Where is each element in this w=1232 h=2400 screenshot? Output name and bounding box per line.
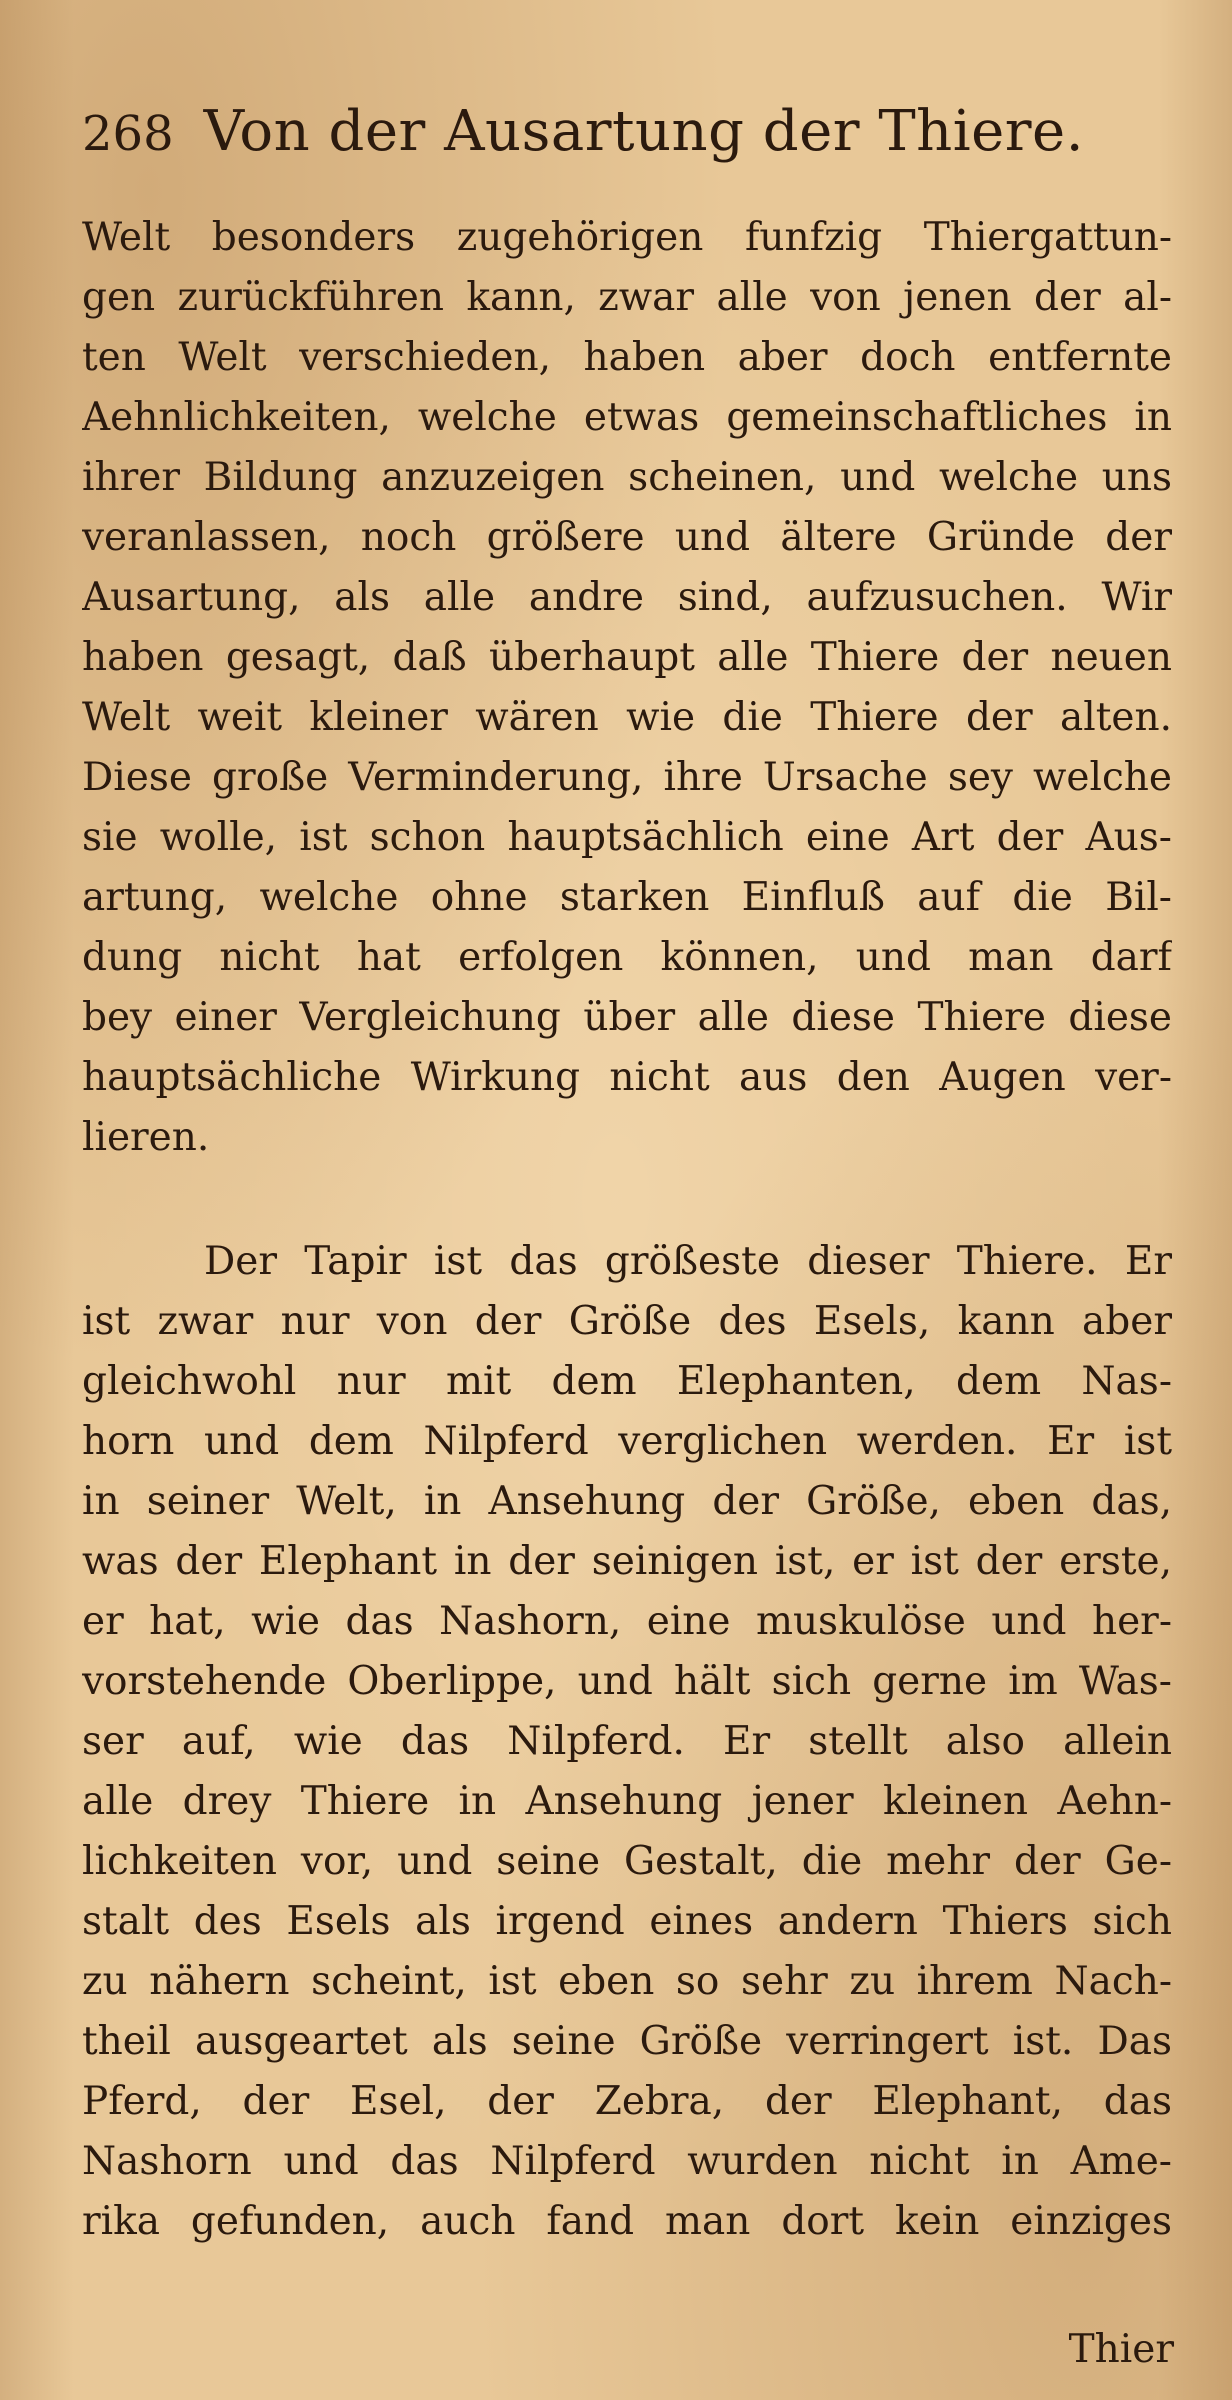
text-line: artung, welche ohne starken Einfluß auf die Bil- xyxy=(82,875,1172,920)
text-line: sie wolle, ist schon hauptsächlich eine Art der Aus- xyxy=(82,815,1172,860)
text-line: was der Elephant in der seinigen ist, er ist der erste, xyxy=(82,1539,1172,1584)
text-line: dung nicht hat erfolgen können, und man darf xyxy=(82,935,1172,980)
text-line: Ausartung, als alle andre sind, aufzusuchen. Wir xyxy=(82,575,1172,620)
text-line: ist zwar nur von der Größe des Esels, kann aber xyxy=(82,1299,1172,1344)
text-line: haben gesagt, daß überhaupt alle Thiere der neuen xyxy=(82,635,1172,680)
running-title: Von der Ausartung der Thiere. xyxy=(203,99,1084,164)
text-line: horn und dem Nilpferd verglichen werden. Er ist xyxy=(82,1419,1172,1464)
text-line: zu nähern scheint, ist eben so sehr zu ihrem Nach- xyxy=(82,1959,1172,2004)
text-line: Diese große Verminderung, ihre Ursache sey welche xyxy=(82,755,1172,800)
catchword: Thier xyxy=(1068,2327,1174,2372)
text-line: Pferd, der Esel, der Zebra, der Elephant, das xyxy=(82,2079,1172,2124)
text-line: hauptsächliche Wirkung nicht aus den Augen ver- xyxy=(82,1055,1172,1100)
text-line: er hat, wie das Nashorn, eine muskulöse und her- xyxy=(82,1599,1172,1644)
text-line: Welt besonders zugehörigen funfzig Thiergattun- xyxy=(82,215,1172,260)
text-line: in seiner Welt, in Ansehung der Größe, eben das, xyxy=(82,1479,1172,1524)
text-line: theil ausgeartet als seine Größe verringert ist. Das xyxy=(82,2019,1172,2064)
text-line: Nashorn und das Nilpferd wurden nicht in Ame- xyxy=(82,2139,1172,2184)
text-line: rika gefunden, auch fand man dort kein einziges xyxy=(82,2199,1172,2244)
text-line: Aehnlichkeiten, welche etwas gemeinschaftliches in xyxy=(82,395,1172,440)
text-line: ser auf, wie das Nilpferd. Er stellt also allein xyxy=(82,1719,1172,1764)
text-line: gen zurückführen kann, zwar alle von jenen der al- xyxy=(82,275,1172,320)
text-line: lichkeiten vor, und seine Gestalt, die mehr der Ge- xyxy=(82,1839,1172,1884)
text-line: vorstehende Oberlippe, und hält sich gerne im Was- xyxy=(82,1659,1172,1704)
page-header xyxy=(82,92,1162,172)
text-line: lieren. xyxy=(82,1115,210,1160)
text-line: Welt weit kleiner wären wie die Thiere der alten. xyxy=(82,695,1172,740)
page-number: 268 xyxy=(82,106,174,162)
text-line: ten Welt verschieden, haben aber doch entfernte xyxy=(82,335,1172,380)
text-line: stalt des Esels als irgend eines andern Thiers sich xyxy=(82,1899,1172,1944)
text-line: Der Tapir ist das größeste dieser Thiere. Er xyxy=(204,1239,1172,1284)
paragraph-2 xyxy=(82,1232,1172,2252)
text-line: gleichwohl nur mit dem Elephanten, dem Nas- xyxy=(82,1359,1172,1404)
text-line: alle drey Thiere in Ansehung jener kleinen Aehn- xyxy=(82,1779,1172,1824)
text-line: ihrer Bildung anzuzeigen scheinen, und welche uns xyxy=(82,455,1172,500)
text-line: veranlassen, noch größere und ältere Gründe der xyxy=(82,515,1172,560)
text-line: bey einer Vergleichung über alle diese Thiere diese xyxy=(82,995,1172,1040)
paragraph-1 xyxy=(82,208,1172,1168)
